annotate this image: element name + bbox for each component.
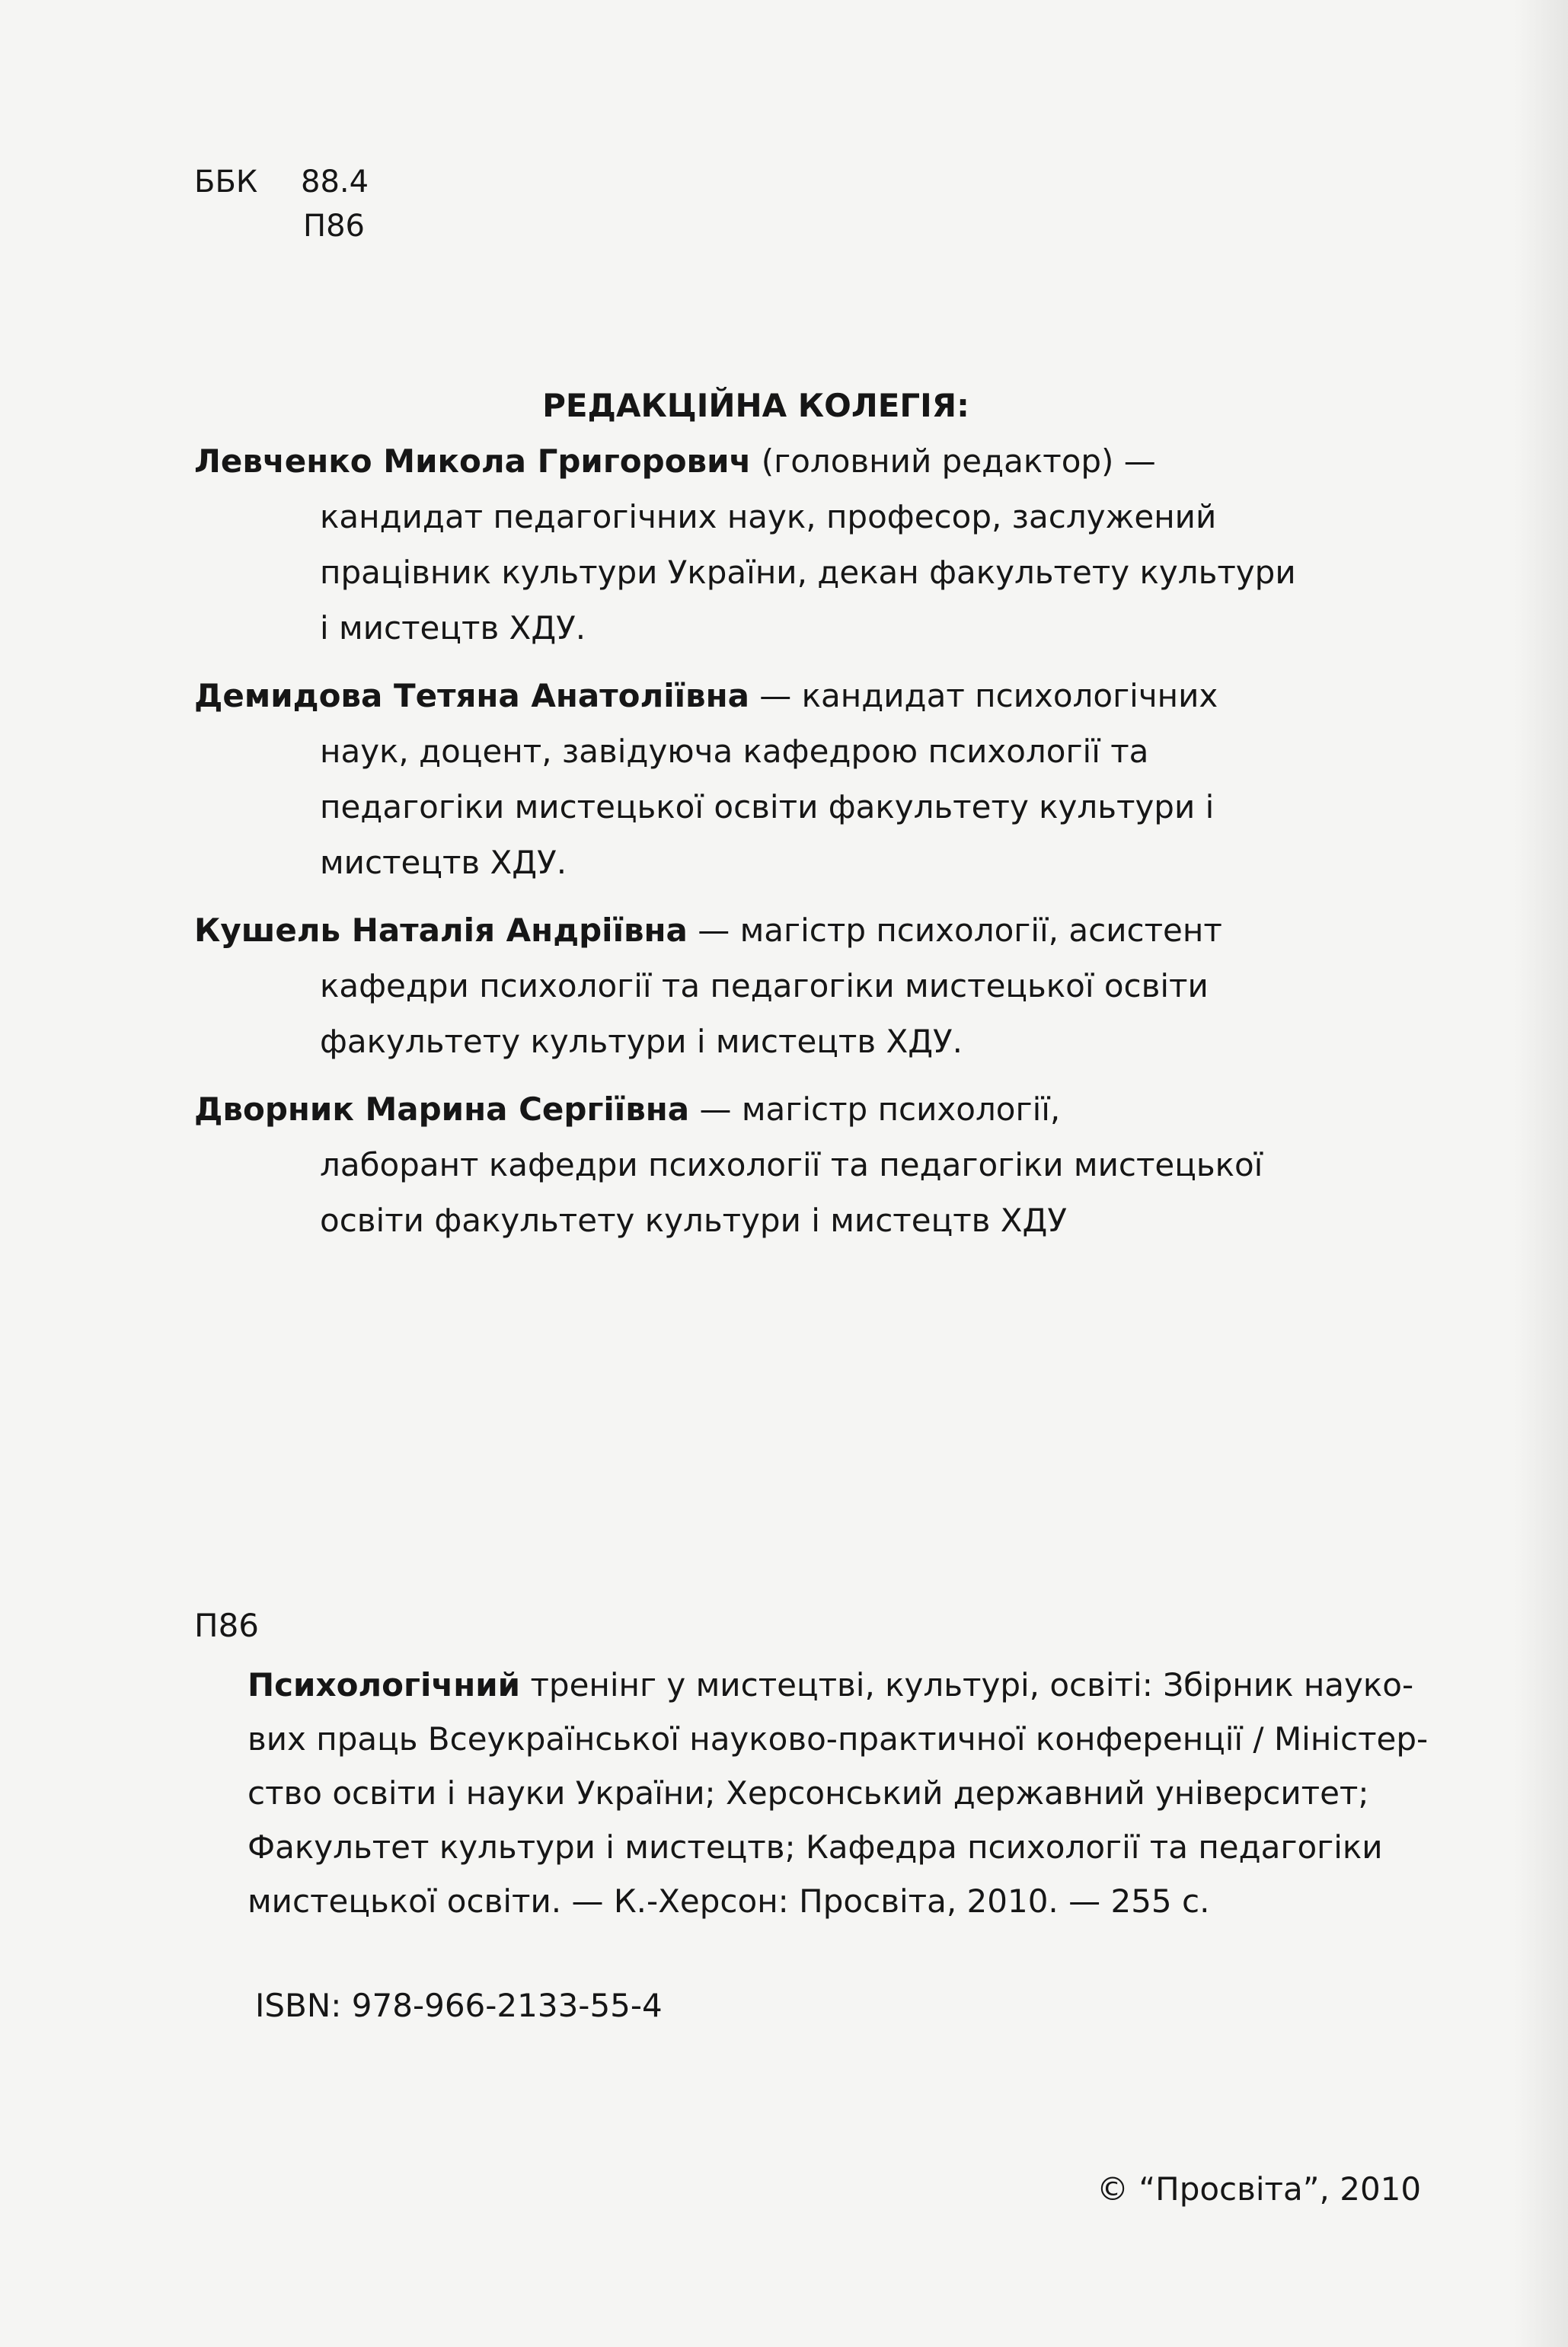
member-description: кандидат педагогічних наук, професор, заслужений працівник культури України, декан факультету культури і мистецтв ХДУ. — [320, 498, 1296, 647]
bbk-label: ББК — [194, 164, 258, 200]
editorial-board-title: РЕДАКЦІЙНА КОЛЕГІЯ: — [542, 387, 969, 424]
member-role: — кандидат психологічних — [749, 677, 1218, 714]
member-description: лаборант кафедри психології та педагогіки мистецької освіти факультету культури і мистецтв ХДУ — [320, 1146, 1263, 1239]
bib-index: П86 — [194, 1607, 260, 1644]
board-member — [194, 902, 1458, 1069]
board-member — [194, 1081, 1458, 1248]
member-name: Дворник Марина Сергіївна — [194, 1090, 690, 1128]
page-edge-shadow — [1515, 0, 1568, 2347]
member-name: Кушель Наталія Андріївна — [194, 912, 688, 949]
bib-text: тренінг у мистецтві, культурі, освіті: Збірник науко- вих праць Всеукраїнської науково-практичної конференції / Міністер- ство освіти і науки України; Херсонський державний університет; Факультет культури і мистецтв; Кафедра психології та педагогіки мистецької освіти. — К.-Херсон: Просвіта, 2010. — 255 с. — [247, 1666, 1429, 1920]
bibliographic-record — [194, 1603, 1504, 2029]
member-name: Левченко Микола Григорович — [194, 442, 752, 480]
member-description: кафедри психології та педагогіки мистецької освіти факультету культури і мистецтв ХДУ. — [320, 967, 1209, 1060]
member-name: Демидова Тетяна Анатоліївна — [194, 677, 749, 714]
bbk-row — [194, 160, 369, 204]
member-description: наук, доцент, завідуюча кафедрою психології та педагогіки мистецької освіти факультету культури і мистецтв ХДУ. — [320, 733, 1215, 881]
classification-codes — [194, 160, 369, 248]
member-role: — магістр психології, асистент — [687, 912, 1222, 949]
author-code: П86 — [303, 209, 365, 244]
member-role: — магістр психології, — [689, 1090, 1061, 1128]
bib-entry — [194, 1658, 1504, 1928]
board-member — [194, 668, 1458, 890]
isbn: ISBN: 978-966-2133-55-4 — [255, 1987, 663, 2024]
editorial-board — [194, 378, 1458, 1260]
board-member — [194, 433, 1458, 656]
copyright-notice: © “Просвіта”, 2010 — [1097, 2170, 1422, 2208]
bib-lead-word: Психологічний — [247, 1666, 521, 1704]
member-role: (головний редактор) — — [751, 442, 1156, 480]
bbk-code: 88.4 — [301, 164, 369, 200]
